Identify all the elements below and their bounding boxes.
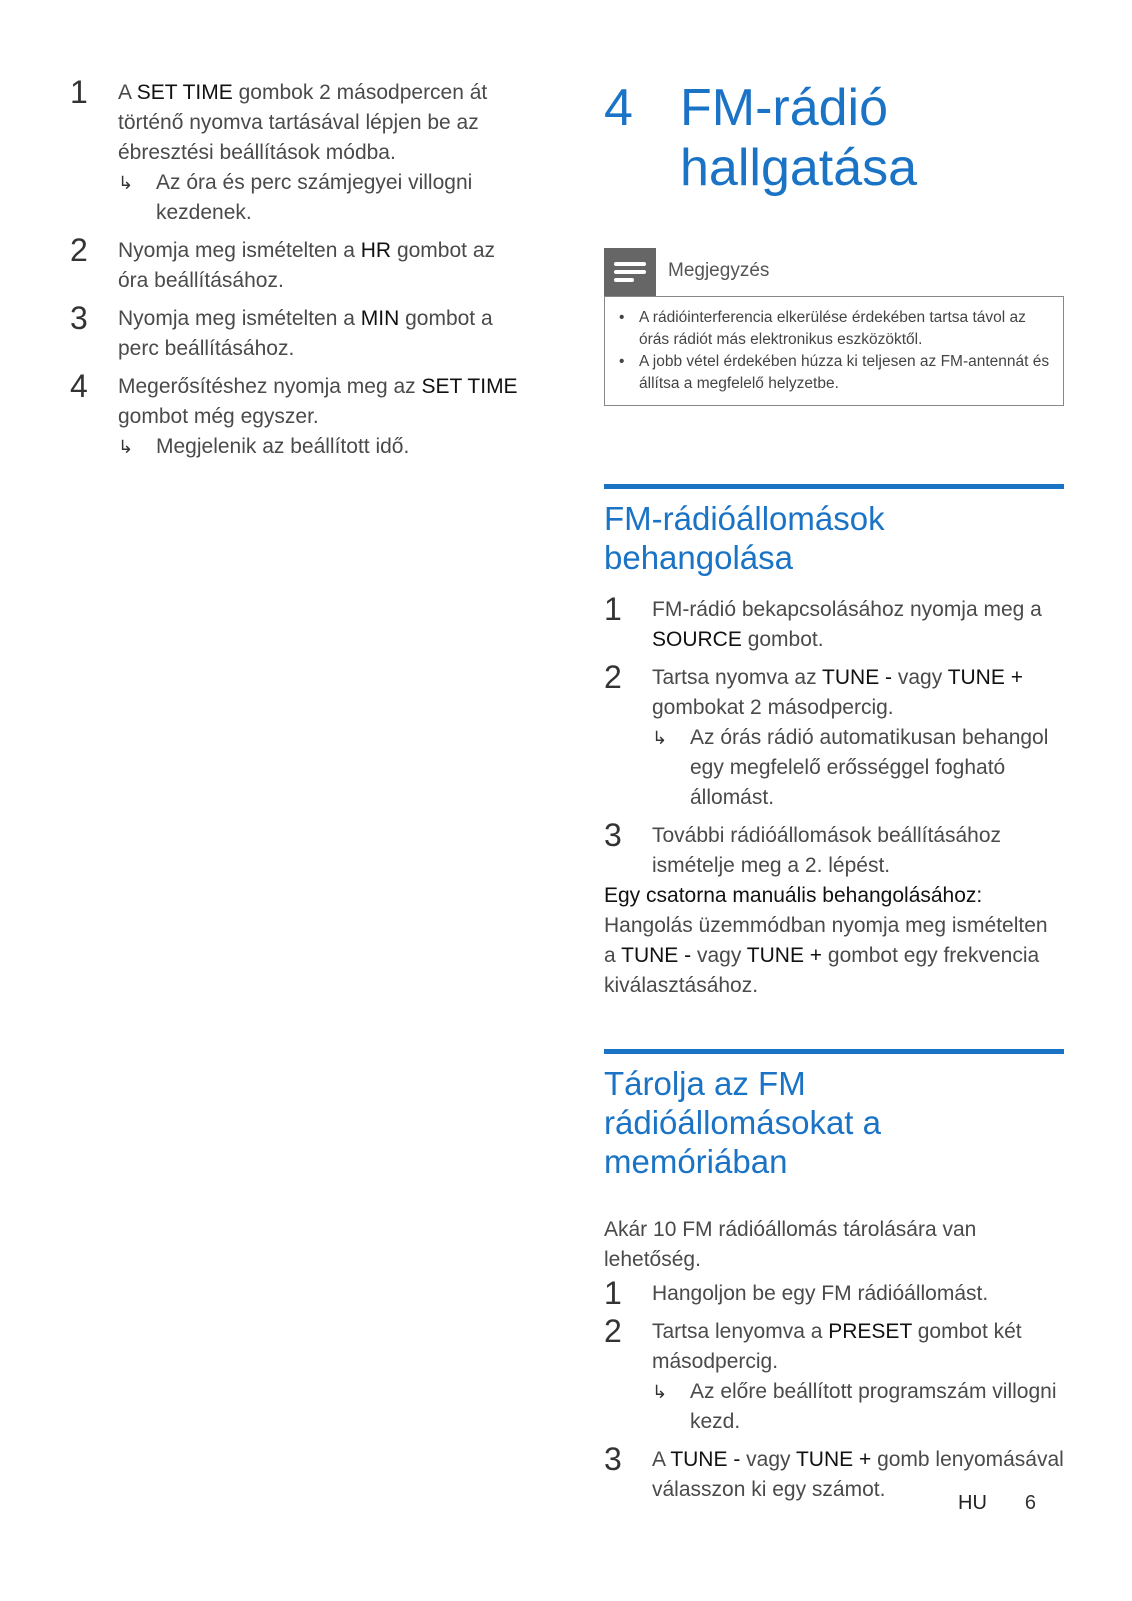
text-run: gombok 2 másodpercen át történő nyomva tartásával lépjen be az ébresztési beállítások módba. [118, 81, 488, 164]
step-text [652, 1317, 1064, 1377]
step-2 [604, 1313, 1064, 1437]
text-run: Nyomja meg ismételten a [118, 239, 361, 262]
step-number: 2 [70, 232, 88, 268]
step-text [118, 236, 530, 296]
button-name: TUNE - [621, 944, 692, 967]
button-name: TUNE + [947, 666, 1023, 689]
text-run: A [118, 81, 137, 104]
step-1 [604, 1275, 1064, 1311]
section-tuning [604, 484, 1064, 1001]
text-run: vagy [892, 666, 948, 689]
page-number: 6 [1024, 1492, 1037, 1514]
button-name: SOURCE [652, 628, 742, 651]
button-name: HR [360, 239, 392, 262]
language-code: HU [958, 1492, 987, 1514]
step-number: 2 [604, 659, 622, 695]
step-number: 4 [70, 368, 88, 404]
manual-heading: Egy csatorna manuális behangolásához: [604, 884, 983, 907]
section-title: FM-rádióállomások behangolása [604, 500, 885, 576]
step-number: 1 [604, 591, 622, 627]
step-3 [70, 300, 530, 364]
result-arrow-icon: ↳ [118, 437, 134, 457]
text-run: A [652, 1448, 671, 1471]
text-run: Tartsa lenyomva a [652, 1320, 829, 1343]
button-name: MIN [360, 307, 400, 330]
note-header [604, 248, 1064, 296]
step-text [652, 595, 1064, 655]
step-text: Hangoljon be egy FM rádióállomást. [652, 1282, 989, 1305]
text-run: FM-rádió bekapcsolásához nyomja meg a [652, 598, 1042, 621]
button-name: PRESET [828, 1320, 912, 1343]
step-2 [70, 232, 530, 296]
text-run: Megerősítéshez nyomja meg az [118, 375, 422, 398]
result-arrow-icon: ↳ [118, 173, 134, 193]
section-body [604, 1215, 1064, 1505]
text-run: gombot az óra beállításához. [118, 239, 496, 292]
step-number: 3 [70, 300, 88, 336]
step-text [652, 663, 1064, 723]
chapter-number: 4 [604, 79, 633, 137]
result-text: Az órás rádió automatikusan behangol egy megfelelő erősséggel fogható állomást. [690, 726, 1049, 809]
step-number: 3 [604, 817, 622, 853]
section-body [604, 591, 1064, 1001]
step-number: 3 [604, 1441, 622, 1477]
step-3 [604, 817, 1064, 881]
step-result [652, 723, 1064, 813]
step-result [118, 168, 530, 228]
result-text: Az óra és perc számjegyei villogni kezdenek. [156, 171, 473, 224]
button-name: SET TIME [136, 81, 233, 104]
text-run: Tartsa nyomva az [652, 666, 823, 689]
text-run: gomb lenyomásával válasszon ki egy számot. [652, 1448, 1064, 1501]
result-arrow-icon: ↳ [652, 728, 668, 748]
chapter-heading [604, 78, 1064, 228]
text-run: gombot. [741, 628, 824, 651]
button-name: TUNE - [822, 666, 893, 689]
step-1 [604, 591, 1064, 655]
step-text: További rádióállomások beállításához ismételje meg a 2. lépést. [652, 824, 1002, 877]
section-title: Tárolja az FM rádióállomásokat a memóriában [604, 1065, 881, 1180]
left-column [70, 74, 530, 470]
step-2 [604, 659, 1064, 813]
text-run: gombot két másodpercig. [652, 1320, 1022, 1373]
step-number: 2 [604, 1313, 622, 1349]
step-text [118, 304, 530, 364]
manual-text [604, 911, 1064, 1001]
step-number: 1 [604, 1275, 622, 1311]
note-icon [604, 248, 656, 296]
result-text: Az előre beállított programszám villogni kezd. [690, 1380, 1057, 1433]
section-intro: Akár 10 FM rádióállomás tárolására van lehetőség. [604, 1218, 977, 1271]
note-bullet: • A jobb vétel érdekében húzza ki teljesen az FM-antennát és állítsa a megfelelő helyzetbe. [617, 351, 1051, 395]
button-name: TUNE + [746, 944, 823, 967]
step-4 [70, 368, 530, 462]
step-result [118, 432, 530, 462]
text-run: gombot a perc beállításához. [118, 307, 493, 360]
page-footer [958, 1492, 1036, 1515]
text-run: vagy [691, 944, 747, 967]
text-run: vagy [740, 1448, 796, 1471]
button-name: TUNE - [670, 1448, 741, 1471]
chapter-title: FM-rádió hallgatása [680, 79, 918, 197]
button-name: TUNE + [795, 1448, 872, 1471]
text-run: gombot még egyszer. [118, 405, 319, 428]
section-presets [604, 1049, 1064, 1505]
right-column [604, 78, 1064, 1513]
note-bullet: • A rádióinterferencia elkerülése érdekében tartsa távol az órás rádiót más elektronikus eszközöktől. [617, 307, 1051, 351]
step-text [118, 78, 530, 168]
step-1 [70, 74, 530, 228]
result-arrow-icon: ↳ [652, 1382, 668, 1402]
button-name: SET TIME [421, 375, 518, 398]
text-run: Nyomja meg ismételten a [118, 307, 361, 330]
note-box [604, 296, 1064, 406]
step-result [652, 1377, 1064, 1437]
text-run: gombot egy frekvencia kiválasztásához. [604, 944, 1040, 997]
result-text: Megjelenik az beállított idő. [156, 435, 410, 458]
step-text [118, 372, 530, 432]
step-number: 1 [70, 74, 88, 110]
note-label: Megjegyzés [668, 260, 770, 281]
text-run: Hangolás üzemmódban nyomja meg ismételten a [604, 914, 1048, 967]
text-run: gombokat 2 másodpercig. [652, 696, 894, 719]
